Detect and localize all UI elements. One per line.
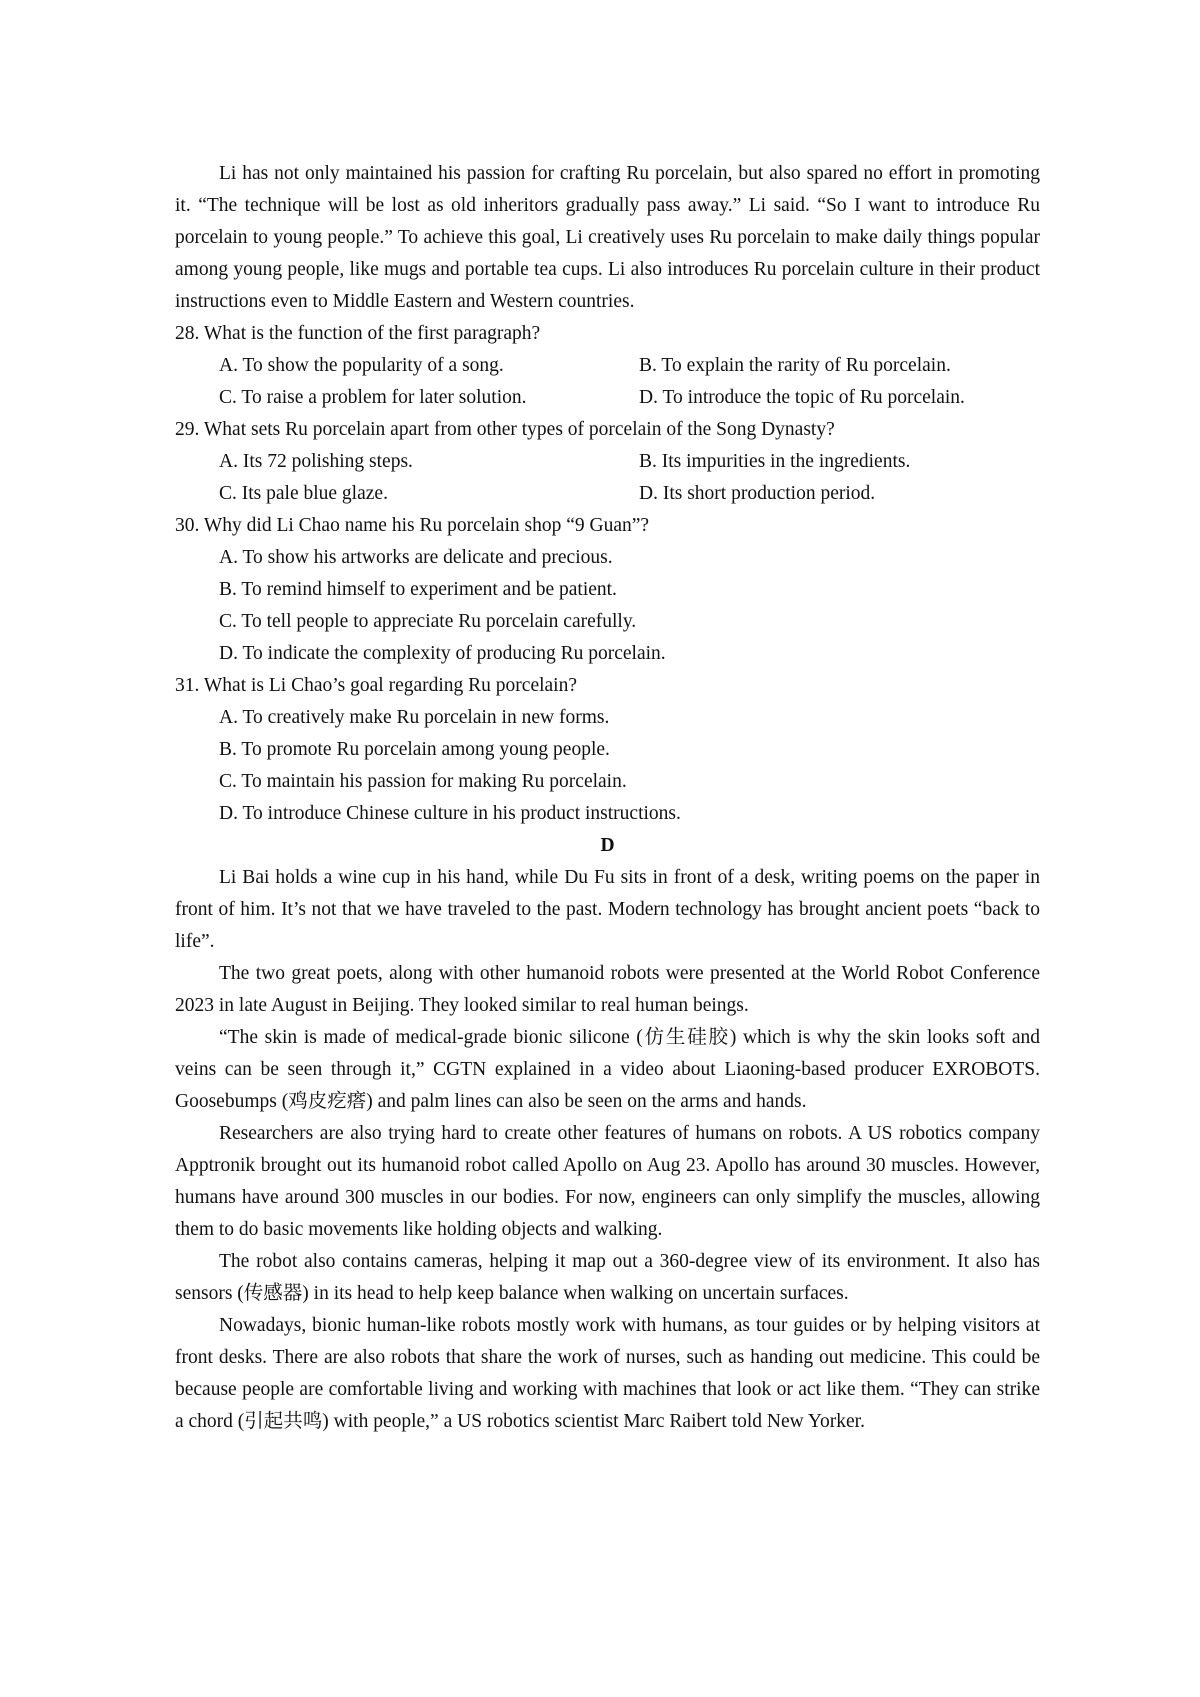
option-a: A. Its 72 polishing steps. [219,451,413,472]
question-stem: 31. What is Li Chao’s goal regarding Ru porcelain? [175,675,577,696]
question-stem: 29. What sets Ru porcelain apart from other types of porcelain of the Song Dynasty? [175,419,835,440]
passage-d-paragraph: Nowadays, bionic human-like robots mostly work with humans, as tour guides or by helping visitors at front desks. There are also robots that share the work of nurses, such as handing out medicine. This could be because people are comfortable living and working with machines that look or act like them. “They can strike a chord (引起共鸣) with people,” a US robotics scientist Marc Raibert told New Yorker. [175,1315,1040,1432]
option-a: A. To creatively make Ru porcelain in new forms. [219,707,610,728]
option-b: B. Its impurities in the ingredients. [639,451,911,472]
section-heading: D [600,835,615,856]
option-d: D. To indicate the complexity of producing Ru porcelain. [219,643,666,664]
question-28 [175,318,1040,414]
question-stem: 28. What is the function of the first paragraph? [175,323,541,344]
passage-d-paragraph: The robot also contains cameras, helping it map out a 360-degree view of its environment. It also has sensors (传感器) in its head to help keep balance when walking on uncertain surfaces. [175,1251,1040,1304]
option-b: B. To explain the rarity of Ru porcelain. [639,355,951,376]
option-c: C. To tell people to appreciate Ru porcelain carefully. [219,611,637,632]
passage-d-paragraph: The two great poets, along with other humanoid robots were presented at the World Robot Conference 2023 in late August in Beijing. They looked similar to real human beings. [175,963,1040,1016]
passage-d-paragraph: Researchers are also trying hard to create other features of humans on robots. A US robotics company Apptronik brought out its humanoid robot called Apollo on Aug 23. Apollo has around 30 muscles. However, humans have around 300 muscles in our bodies. For now, engineers can only simplify the muscles, allowing them to do basic movements like holding objects and walking. [175,1123,1040,1240]
option-a: A. To show his artworks are delicate and precious. [219,547,613,568]
option-d: D. Its short production period. [639,483,876,504]
option-c: C. Its pale blue glaze. [219,483,388,504]
option-c: C. To raise a problem for later solution. [219,387,527,408]
question-stem: 30. Why did Li Chao name his Ru porcelain shop “9 Guan”? [175,515,650,536]
question-31 [175,670,1040,830]
passage-d-paragraph: “The skin is made of medical-grade bionic silicone (仿生硅胶) which is why the skin looks soft and veins can be seen through it,” CGTN explained in a video about Liaoning-based producer EXROBOTS. Goosebumps (鸡皮疙瘩) and palm lines can also be seen on the arms and hands. [175,1027,1040,1112]
question-29 [175,414,1040,510]
passage-c-final-paragraph: Li has not only maintained his passion for crafting Ru porcelain, but also spared no effort in promoting it. “The technique will be lost as old inheritors gradually pass away.” Li said. “So I want to introduce Ru porcelain to young people.” To achieve this goal, Li creatively uses Ru porcelain to make daily things popular among young people, like mugs and portable tea cups. Li also introduces Ru porcelain culture in their product instructions even to Middle Eastern and Western countries. [175,163,1040,312]
option-b: B. To promote Ru porcelain among young people. [219,739,610,760]
option-b: B. To remind himself to experiment and be patient. [219,579,617,600]
option-d: D. To introduce Chinese culture in his product instructions. [219,803,681,824]
passage-d-paragraph: Li Bai holds a wine cup in his hand, while Du Fu sits in front of a desk, writing poems on the paper in front of him. It’s not that we have traveled to the past. Modern technology has brought ancient poets “back to life”. [175,867,1040,952]
option-c: C. To maintain his passion for making Ru porcelain. [219,771,627,792]
option-d: D. To introduce the topic of Ru porcelain. [639,387,965,408]
option-a: A. To show the popularity of a song. [219,355,504,376]
question-30 [175,510,1040,670]
